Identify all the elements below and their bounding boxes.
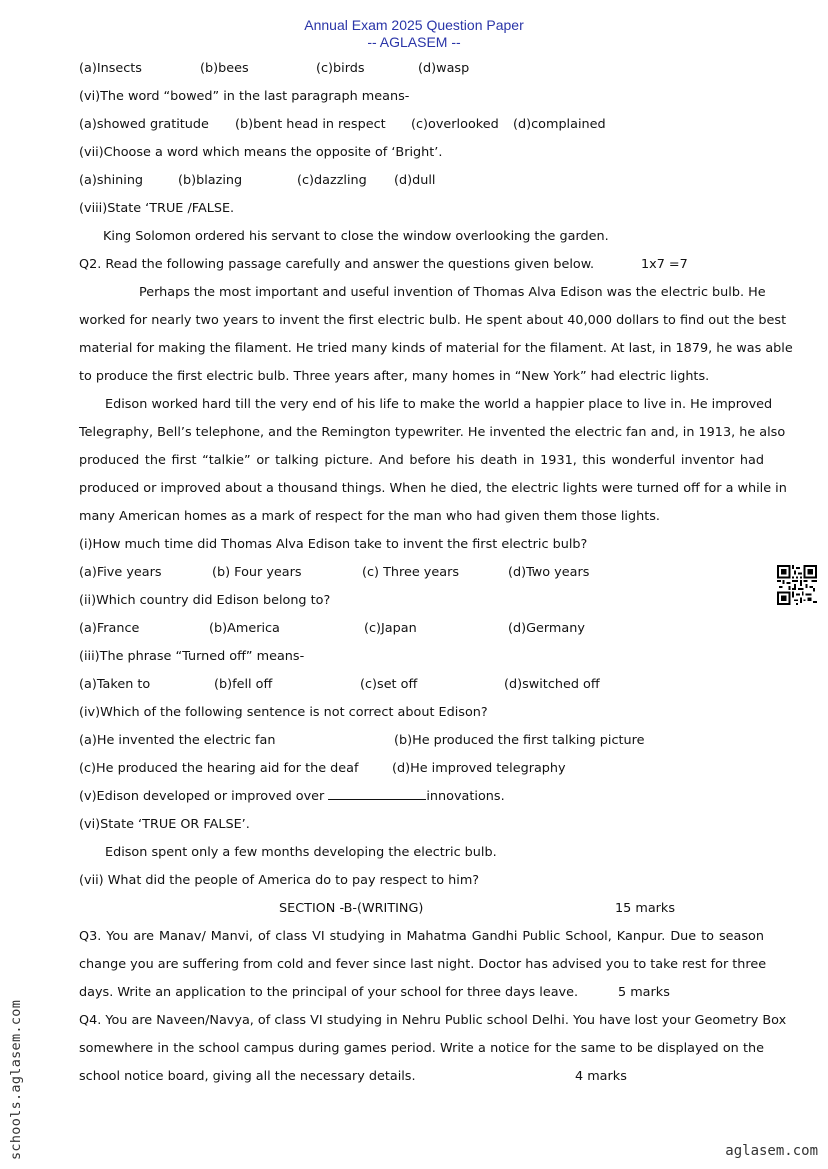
passage-line: produced or improved about a thousand things. When he died, the electric lights were turned off for a while in	[79, 481, 787, 496]
q4-line: somewhere in the school campus during games period. Write a notice for the same to be displayed on the	[79, 1041, 764, 1056]
q2-title: Q2. Read the following passage carefully and answer the questions given below.	[79, 257, 595, 272]
question-ii: (ii)Which country did Edison belong to?	[79, 593, 331, 608]
question-v-suffix: innovations.	[426, 789, 505, 804]
option-b: (b)fell off	[214, 677, 273, 692]
option-d: (d)Two years	[508, 565, 590, 580]
option-d: (d)Germany	[508, 621, 585, 636]
passage-line: worked for nearly two years to invent the first electric bulb. He spent about 40,000 dollars to find out the best	[79, 313, 787, 328]
q2-marks: 1x7 =7	[641, 257, 688, 272]
option-a: (a)Insects	[79, 61, 142, 76]
option-d: (d)He improved telegraphy	[392, 761, 566, 776]
option-c: (c)set off	[360, 677, 418, 692]
option-a: (a)shining	[79, 173, 144, 188]
question-viii: (viii)State ‘TRUE /FALSE.	[79, 201, 235, 216]
option-d: (d)complained	[513, 117, 606, 132]
q3-line: Q3. You are Manav/ Manvi, of class VI studying in Mahatma Gandhi Public School, Kanpur. Due to season	[79, 929, 764, 944]
question-vi: (vi)The word “bowed” in the last paragraph means-	[79, 89, 410, 104]
side-watermark: schools.aglasem.com	[8, 999, 24, 1160]
option-b: (b)bent head in respect	[235, 117, 386, 132]
option-c: (c)overlooked	[411, 117, 499, 132]
option-b: (b)bees	[200, 61, 249, 76]
option-d: (d)wasp	[418, 61, 470, 76]
q4-line: Q4. You are Naveen/Navya, of class VI studying in Nehru Public school Delhi. You have lost your Geometry Box	[79, 1013, 787, 1028]
true-false-statement: King Solomon ordered his servant to close the window overlooking the garden.	[103, 229, 609, 244]
option-a: (a)showed gratitude	[79, 117, 209, 132]
section-title: SECTION -B-(WRITING)	[279, 901, 424, 916]
question-v	[79, 789, 505, 804]
option-d: (d)dull	[394, 173, 436, 188]
question-vii: (vii) What did the people of America do to pay respect to him?	[79, 873, 480, 888]
qr-code	[777, 565, 817, 605]
option-a: (a)Taken to	[79, 677, 151, 692]
passage-line: produced the first “talkie” or talking picture. And before his death in 1931, this wonderful inventor had	[79, 453, 764, 468]
passage-line: to produce the first electric bulb. Three years after, many homes in “New York” had electric lights.	[79, 369, 710, 384]
header-subtitle: -- AGLASEM --	[367, 34, 461, 50]
true-false-statement: Edison spent only a few months developing the electric bulb.	[105, 845, 497, 860]
header-title: Annual Exam 2025 Question Paper	[304, 17, 524, 33]
section-marks: 15 marks	[615, 901, 675, 916]
question-i: (i)How much time did Thomas Alva Edison take to invent the first electric bulb?	[79, 537, 588, 552]
option-b: (b) Four years	[212, 565, 302, 580]
option-c: (c)He produced the hearing aid for the deaf	[79, 761, 359, 776]
answer-blank	[328, 789, 426, 800]
passage-line: Telegraphy, Bell’s telephone, and the Remington typewriter. He invented the electric fan and, in 1913, he also	[79, 425, 786, 440]
option-b: (b)blazing	[178, 173, 243, 188]
question-iv: (iv)Which of the following sentence is not correct about Edison?	[79, 705, 488, 720]
q3-marks: 5 marks	[618, 985, 670, 1000]
passage-line: material for making the filament. He tried many kinds of material for the filament. At last, in 1879, he was able	[79, 341, 793, 356]
question-iii: (iii)The phrase “Turned off” means-	[79, 649, 305, 664]
option-c: (c)dazzling	[297, 173, 367, 188]
passage-line: Edison worked hard till the very end of his life to make the world a happier place to live in. He improved	[105, 397, 773, 412]
passage-line: Perhaps the most important and useful invention of Thomas Alva Edison was the electric bulb. He	[139, 285, 766, 300]
option-b: (b)He produced the first talking picture	[394, 733, 645, 748]
option-a: (a)He invented the electric fan	[79, 733, 276, 748]
footer-watermark: aglasem.com	[725, 1143, 818, 1159]
q3-line: days. Write an application to the principal of your school for three days leave.	[79, 985, 579, 1000]
option-a: (a)Five years	[79, 565, 162, 580]
option-c: (c)birds	[316, 61, 365, 76]
question-v-text: (v)Edison developed or improved over	[79, 789, 329, 804]
q4-marks: 4 marks	[575, 1069, 627, 1084]
passage-line: many American homes as a mark of respect for the man who had given them those lights.	[79, 509, 660, 524]
q4-line: school notice board, giving all the necessary details.	[79, 1069, 416, 1084]
option-a: (a)France	[79, 621, 140, 636]
q3-line: change you are suffering from cold and fever since last night. Doctor has advised you to take rest for three	[79, 957, 767, 972]
option-c: (c)Japan	[364, 621, 417, 636]
option-b: (b)America	[209, 621, 280, 636]
option-d: (d)switched off	[504, 677, 600, 692]
option-c: (c) Three years	[362, 565, 460, 580]
question-vi: (vi)State ‘TRUE OR FALSE’.	[79, 817, 250, 832]
question-vii: (vii)Choose a word which means the opposite of ‘Bright’.	[79, 145, 443, 160]
